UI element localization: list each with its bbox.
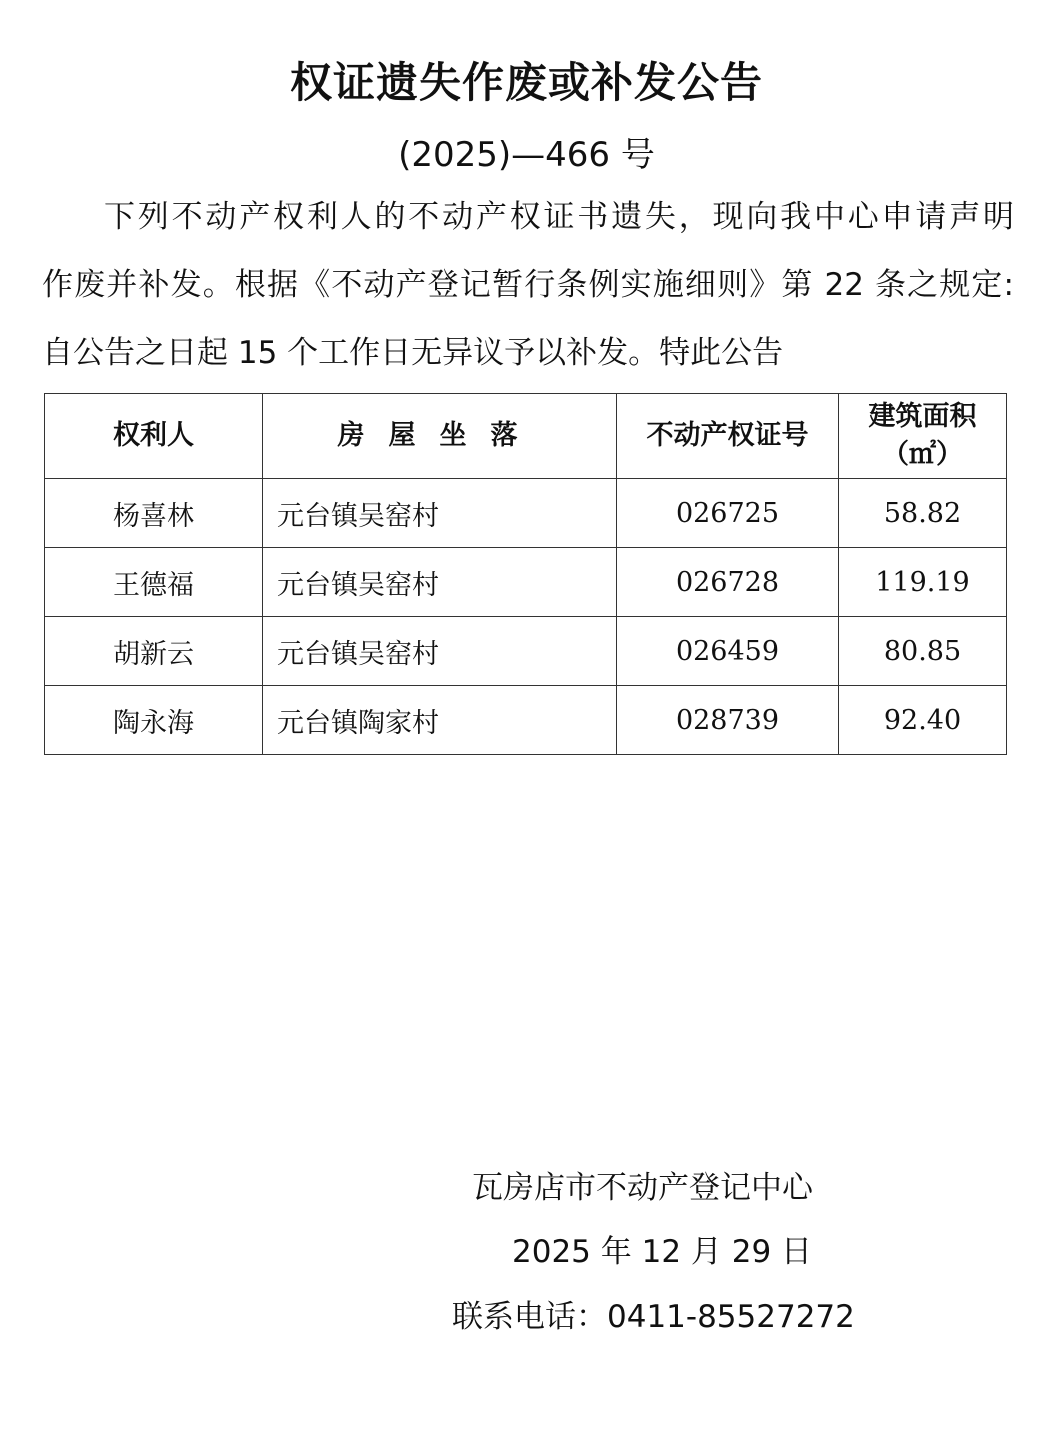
body-paragraph-line-1: 下列不动产权利人的不动产权证书遗失，现向我中心申请声明 [104, 199, 1014, 235]
cell-location: 元台镇吴窑村 [263, 617, 617, 686]
table-row [45, 686, 1007, 755]
cell-location: 元台镇陶家村 [263, 686, 617, 755]
header-location [263, 394, 617, 479]
header-area [839, 394, 1007, 479]
body-paragraph-line-3: 自公告之日起 15 个工作日无异议予以补发。特此公告 [42, 335, 784, 371]
cell-location: 元台镇吴窑村 [263, 479, 617, 548]
cell-owner: 陶永海 [45, 686, 263, 755]
records-table [44, 393, 1007, 755]
cell-cert-number: 028739 [617, 686, 839, 755]
cell-cert-number: 026459 [617, 617, 839, 686]
contact-phone: 联系电话：0411-85527272 [452, 1299, 855, 1335]
cell-cert-number: 026728 [617, 548, 839, 617]
table-row [45, 617, 1007, 686]
header-cert-number: 不动产权证号 [617, 394, 839, 479]
cell-cert-number: 026725 [617, 479, 839, 548]
table-row [45, 479, 1007, 548]
notice-title: 权证遗失作废或补发公告 [289, 58, 763, 107]
header-owner: 权利人 [45, 394, 263, 479]
table-header-row [45, 394, 1007, 479]
issuing-organization: 瓦房店市不动产登记中心 [472, 1170, 813, 1206]
cell-owner: 王德福 [45, 548, 263, 617]
cell-area: 80.85 [839, 617, 1007, 686]
cell-location: 元台镇吴窑村 [263, 548, 617, 617]
header-area-label: 建筑面积 [868, 401, 977, 432]
cell-area: 58.82 [839, 479, 1007, 548]
table-row [45, 548, 1007, 617]
cell-area: 119.19 [839, 548, 1007, 617]
cell-owner: 杨喜林 [45, 479, 263, 548]
body-paragraph-line-2: 作废并补发。根据《不动产登记暂行条例实施细则》第 22 条之规定: [42, 267, 1014, 303]
issue-date: 2025 年 12 月 29 日 [512, 1234, 813, 1270]
cell-owner: 胡新云 [45, 617, 263, 686]
cell-area: 92.40 [839, 686, 1007, 755]
header-area-unit: （㎡） [882, 439, 963, 470]
header-location-label: 房屋坐落 [337, 420, 542, 451]
document-number: (2025)—466 号 [398, 135, 655, 175]
